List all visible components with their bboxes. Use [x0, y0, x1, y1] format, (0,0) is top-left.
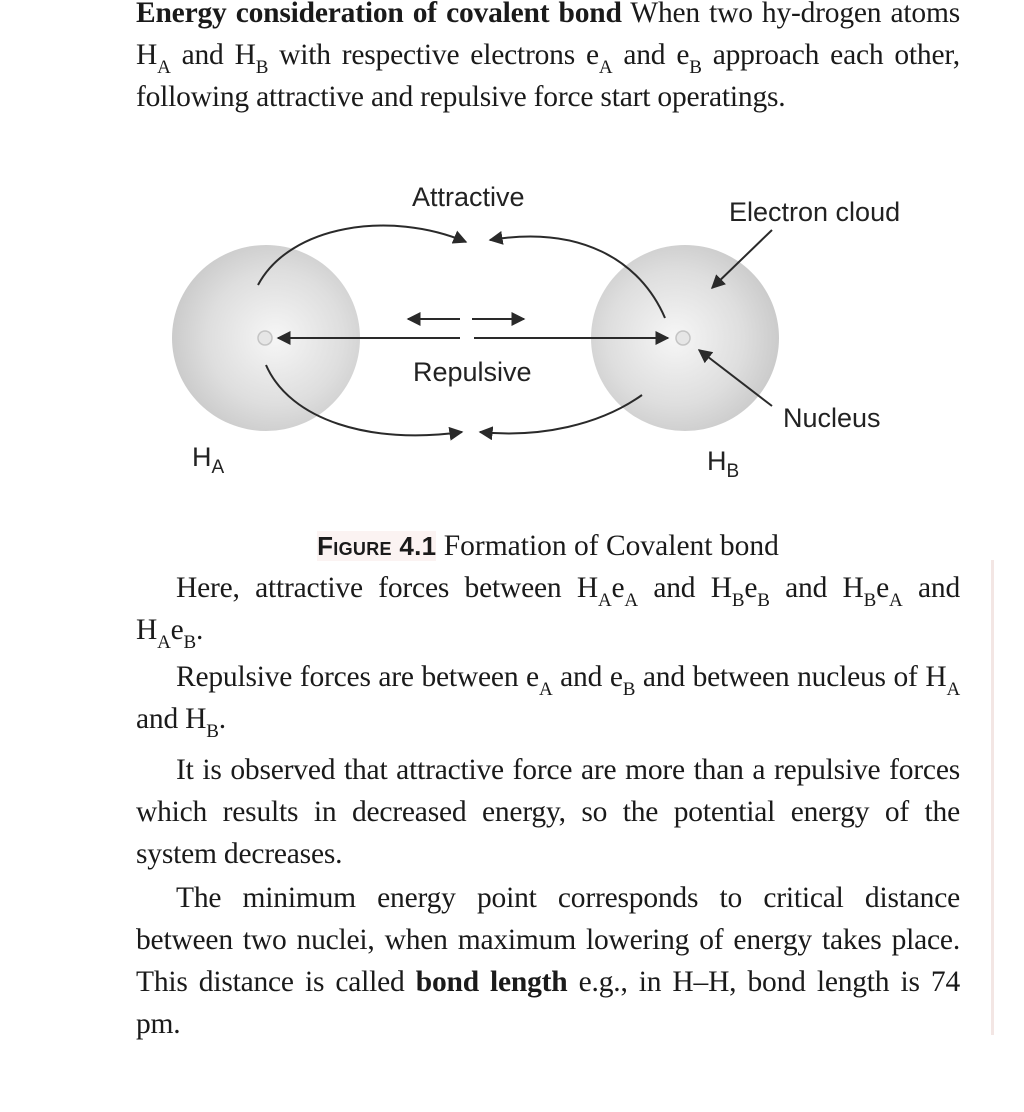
label-electron-cloud: Electron cloud	[729, 197, 901, 227]
covalent-bond-figure	[160, 170, 940, 500]
figure-caption-text: Formation of Covalent bond	[436, 530, 779, 562]
nucleus-b	[676, 331, 690, 345]
page-edge-line	[991, 560, 994, 1035]
attractive-forces-paragraph: Here, attractive forces between $H_Ae_A$ and $H_Be_B$ and $H_Be_A$ and $H_Ae_B$.	[136, 572, 960, 653]
label-repulsive: Repulsive	[413, 357, 532, 387]
bond-length-term: bond length	[415, 966, 568, 998]
observation-paragraph: It is observed that attractive force are more than a repulsive forces which results in decreased energy, so the potential energy of the system decreases.	[136, 754, 960, 870]
figure-caption	[136, 525, 960, 567]
label-attractive: Attractive	[412, 182, 525, 212]
nucleus-a	[258, 331, 272, 345]
intro-heading: Energy consideration of covalent bond	[136, 0, 622, 29]
label-atom-b: $H_B$	[707, 446, 740, 482]
repulsive-forces-paragraph: Repulsive forces are between $e_A$ and $e_B$ and between nucleus of $H_A$ and $H_B$.	[136, 661, 960, 742]
bond-length-paragraph: The minimum energy point corresponds to critical distance between two nuclei, when maximum lowering of energy takes place. This distance is called bond length e.g., in H–H, bond length is 74 pm.	[136, 882, 960, 1040]
intro-paragraph: Energy consideration of covalent bond When two hy-drogen atoms $H_A$ and $H_B$ with respective electrons $e_A$ and $e_B$ approach each other, following attractive and repulsive force start operatings.	[136, 0, 960, 118]
figure-number: Figure 4.1	[317, 531, 437, 561]
label-atom-a: $H_A$	[192, 442, 225, 478]
label-nucleus: Nucleus	[783, 403, 881, 433]
